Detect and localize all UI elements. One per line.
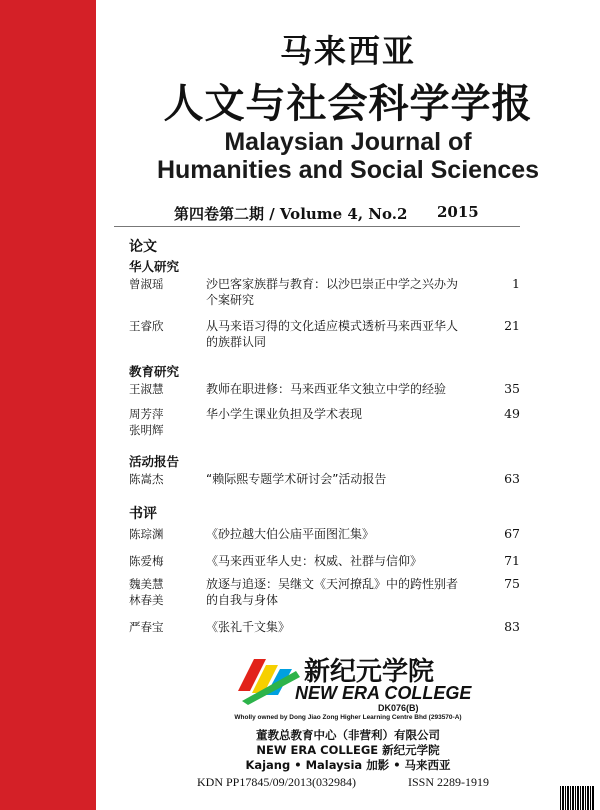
toc-page-number: 75: [504, 576, 520, 591]
toc-author: 王睿欣: [129, 319, 164, 333]
toc-article-title: 华小学生课业负担及学术表现: [206, 407, 363, 421]
journal-title-cn-small: 马来西亚: [279, 32, 416, 70]
toc-article-title-line: 的族群认同: [206, 335, 267, 349]
divider-rule: [114, 226, 520, 227]
toc-article-title: [206, 318, 488, 350]
toc-article-title-line: 从马来语习得的文化适应模式透析马来西亚华人: [206, 319, 459, 333]
toc-page-number: 1: [512, 276, 520, 291]
volume-issue: 第四卷第二期 / Volume 4, No.2: [174, 205, 408, 223]
toc-article-title-line: 沙巴客家族群与教育：以沙巴崇正中学之兴办为: [206, 277, 459, 291]
toc-author: [129, 406, 164, 438]
toc-page-number: 83: [504, 619, 520, 634]
red-side-bar: [0, 0, 96, 810]
ownership-statement: Wholly owned by Dong Jiao Zong Higher Learning Centre Bhd (293570-A): [234, 714, 462, 721]
subsection-heading-chinese-studies: 华人研究: [129, 259, 180, 274]
logo-chinese-name: 新纪元学院: [304, 657, 435, 687]
barcode-icon: [560, 786, 594, 810]
toc-article-title-line: 的自我与身体: [206, 593, 279, 607]
publisher-line-1: 董教总教育中心（非营利）有限公司: [256, 728, 440, 742]
toc-page-number: 63: [504, 471, 520, 486]
toc-author-line: 魏美慧: [129, 577, 164, 591]
toc-author: [129, 576, 164, 608]
toc-author: 王淑慧: [129, 382, 164, 396]
toc-author: 陈琮渊: [129, 527, 164, 541]
issn-number: ISSN 2289-1919: [408, 775, 490, 789]
subsection-heading-education-studies: 教育研究: [129, 364, 180, 379]
toc-article-title-line: 个案研究: [206, 293, 255, 307]
publisher-location: Kajang • Malaysia 加影 • 马来西亚: [245, 758, 451, 772]
toc-author: 曾淑瑶: [129, 277, 164, 291]
journal-title-en-line2: Humanities and Social Sciences: [156, 156, 540, 184]
toc-author: 严春宝: [129, 620, 164, 634]
logo-english-name: NEW ERA COLLEGE: [295, 683, 472, 703]
toc-page-number: 71: [504, 553, 520, 568]
toc-author-line: 林春美: [129, 593, 164, 607]
toc-page-number: 21: [504, 318, 520, 333]
journal-title-cn: 人文与社会科学学报: [163, 81, 533, 127]
section-heading-book-reviews: 书评: [129, 506, 157, 522]
toc-author: 陈爱梅: [129, 554, 164, 568]
toc-page-number: 67: [504, 526, 520, 541]
registration-number: DK076(B): [378, 703, 419, 713]
toc-author-line: 张明辉: [129, 423, 164, 437]
toc-article-title-line: 放逐与追逐：吴继文《天河撩乱》中的跨性别者: [206, 577, 459, 591]
publisher-line-2: NEW ERA COLLEGE 新纪元学院: [256, 743, 440, 757]
kdn-number: KDN PP17845/09/2013(032984): [197, 775, 357, 789]
section-heading-papers: 论文: [129, 239, 157, 255]
toc-page-number: 35: [504, 381, 520, 396]
toc-article-title: [206, 576, 488, 608]
toc-article-title: “赖际熙专题学术研讨会”活动报告: [206, 472, 387, 486]
toc-author: 陈嵩杰: [129, 472, 164, 486]
toc-article-title: 《马来西亚华人史：权威、社群与信仰》: [206, 554, 423, 568]
subsection-heading-activity-report: 活动报告: [129, 454, 180, 469]
toc-author-line: 周芳萍: [129, 407, 164, 421]
journal-title-en-line1: Malaysian Journal of: [224, 128, 472, 156]
toc-article-title: 《张礼千文集》: [206, 620, 291, 634]
toc-article-title: 《砂拉越大伯公庙平面图汇集》: [206, 527, 375, 541]
toc-page-number: 49: [504, 406, 520, 421]
publication-year: 2015: [437, 203, 479, 221]
toc-article-title: 教师在职进修：马来西亚华文独立中学的经验: [206, 382, 447, 396]
toc-article-title: [206, 276, 488, 308]
